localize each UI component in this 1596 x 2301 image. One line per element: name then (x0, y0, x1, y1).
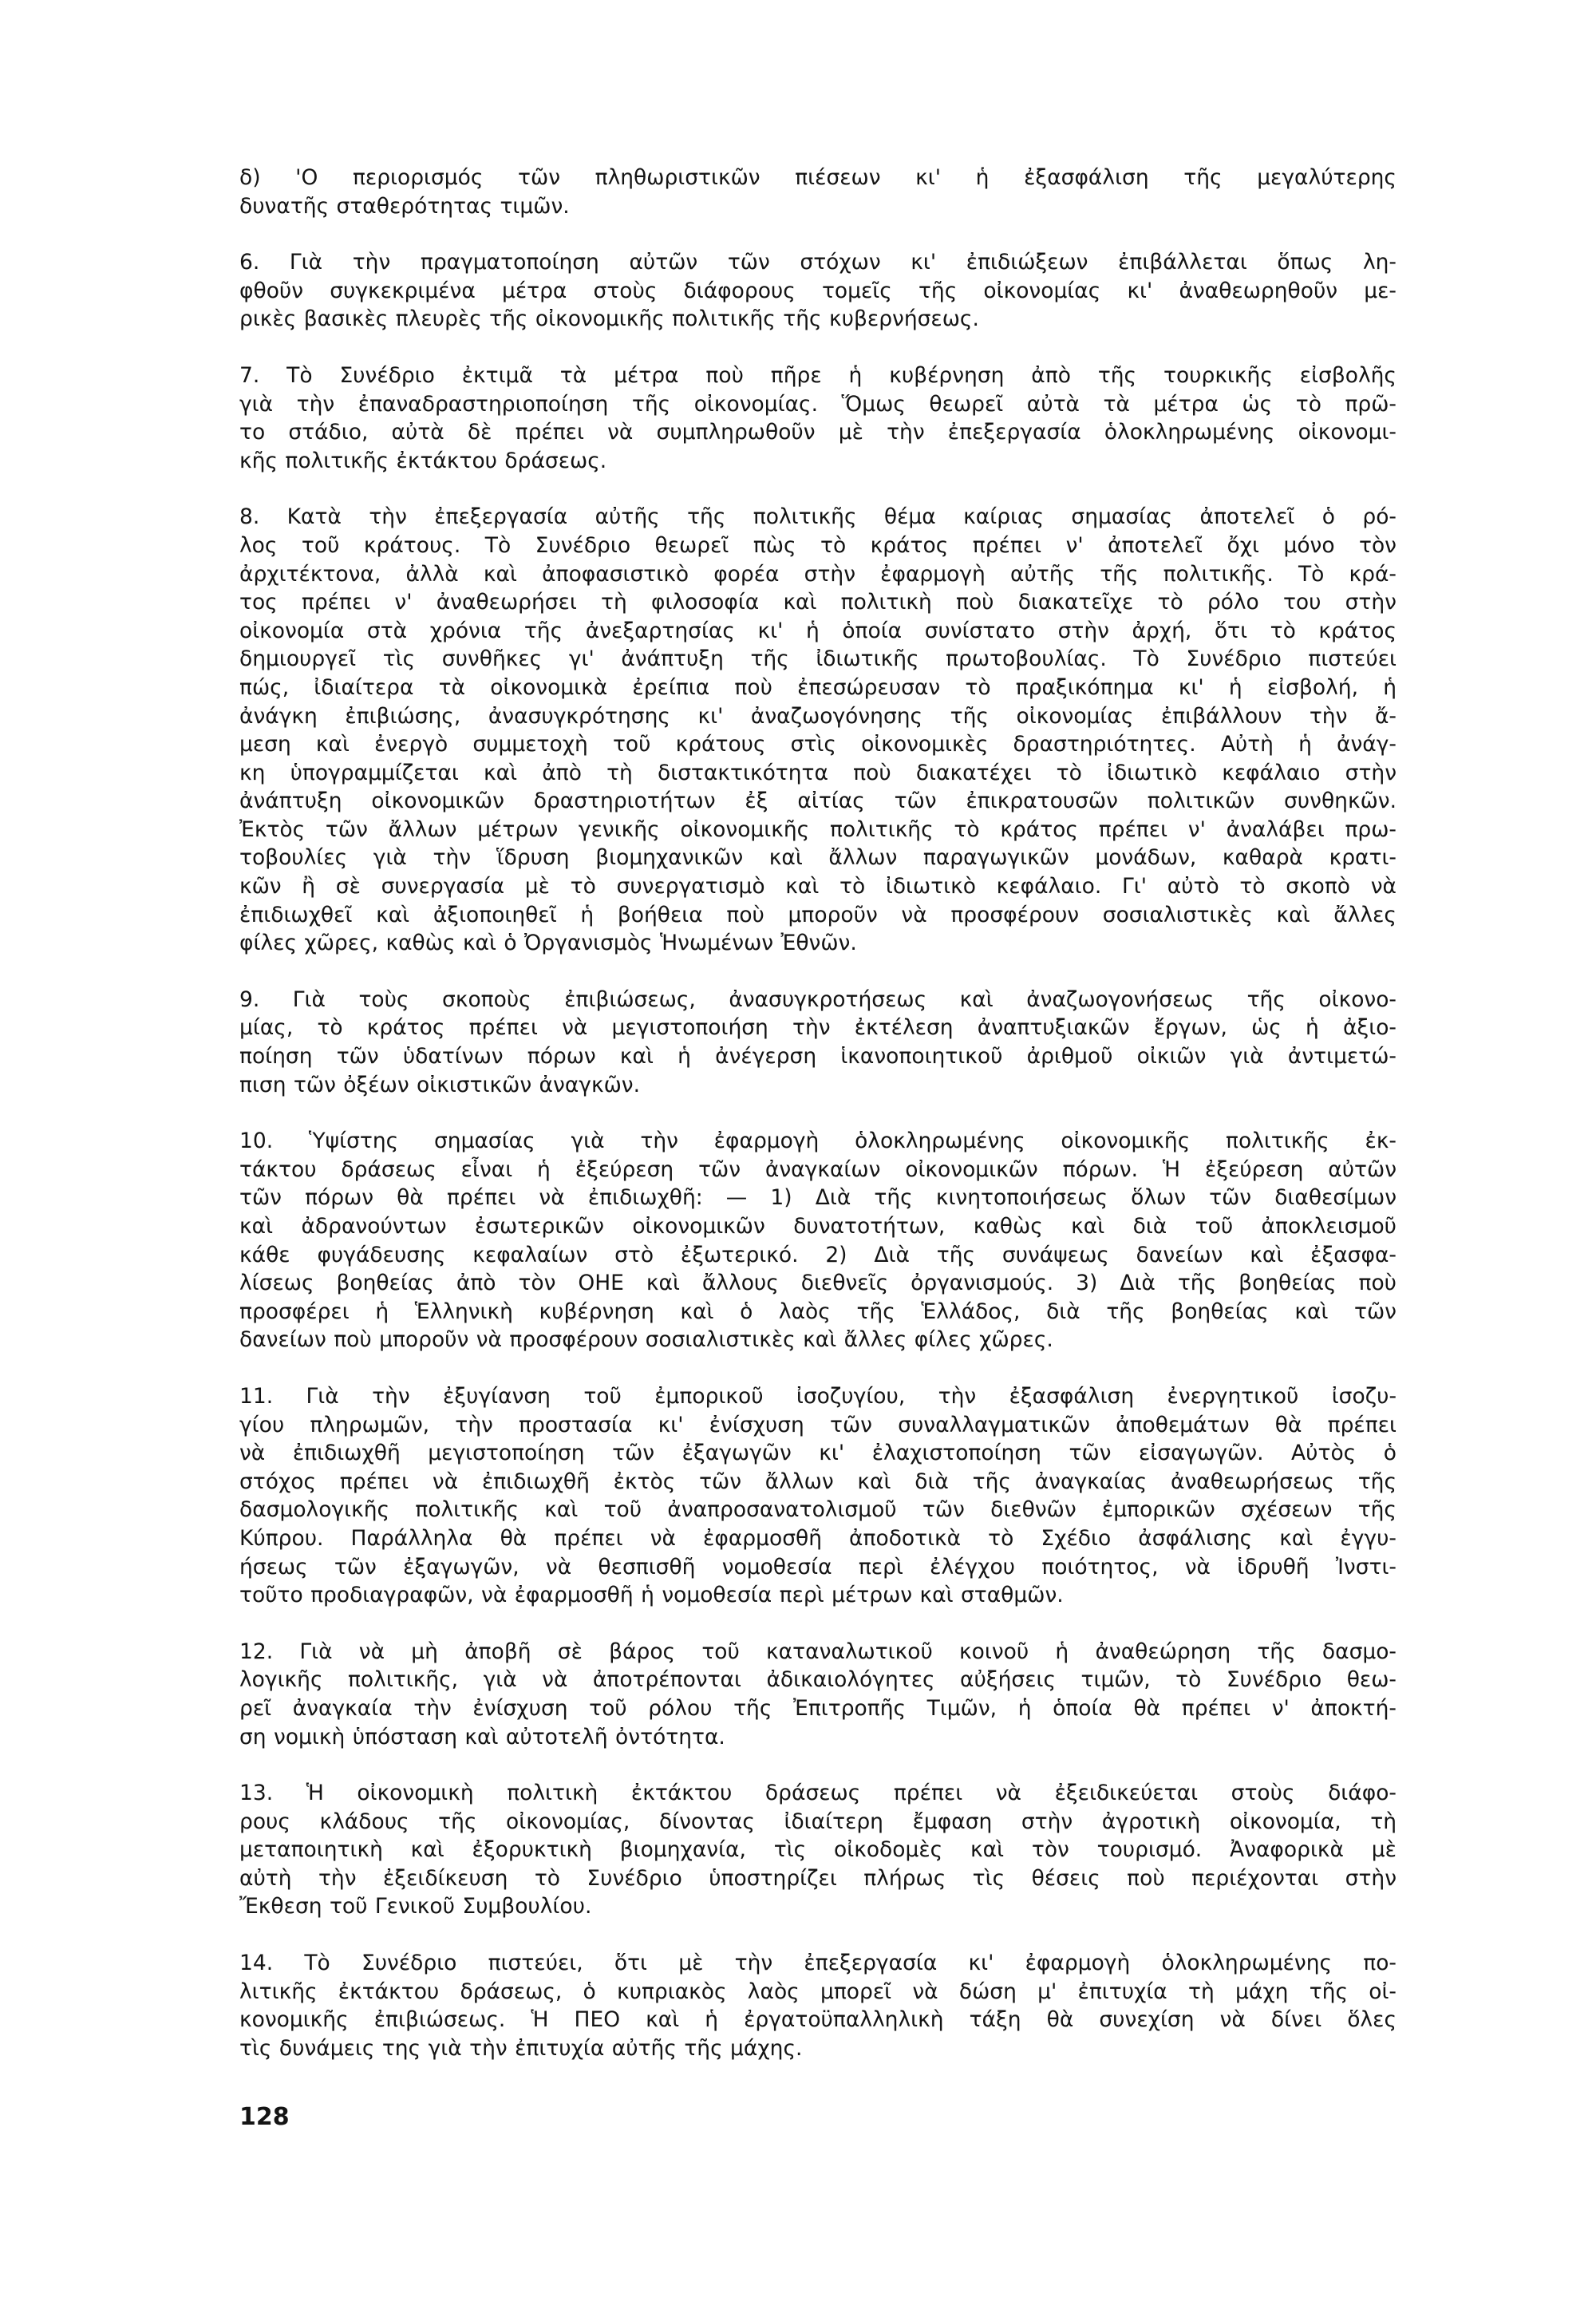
paragraph-9 (239, 986, 1396, 1099)
text-line: ἀνάπτυξη οἰκονομικῶν δραστηριοτήτων ἐξ αἰτίας τῶν ἐπικρατουσῶν πολιτικῶν συνθηκῶν. (239, 789, 1396, 814)
text-line: κάθε φυγάδευσης κεφαλαίων στὸ ἐξωτερικό. 2) Διὰ τῆς συνάψεως δανείων καὶ ἐξασφα- (239, 1242, 1396, 1267)
text-line: φθοῦν συγκεκριμένα μέτρα στοὺς διάφορους τομεῖς τῆς οἰκονομίας κι' ἀναθεωρηθοῦν με- (239, 278, 1396, 303)
text-line: τοβουλίες γιὰ τὴν ἵδρυση βιομηχανικῶν καὶ ἄλλων παραγωγικῶν μονάδων, καθαρὰ κρατι- (239, 845, 1396, 871)
text-line: λος τοῦ κράτους. Τὸ Συνέδριο θεωρεῖ πὼς τὸ κράτος πρέπει ν' ἀποτελεῖ ὄχι μόνο τὸν (239, 532, 1396, 558)
paragraph-10 (239, 1127, 1396, 1354)
text-line: τάκτου δράσεως εἶναι ἡ ἐξεύρεση τῶν ἀναγκαίων οἰκονομικῶν πόρων. Ἡ ἐξεύρεση αὐτῶν (239, 1156, 1396, 1182)
text-line: στόχος πρέπει νὰ ἐπιδιωχθῆ ἐκτὸς τῶν ἄλλων καὶ διὰ τῆς ἀναγκαίας ἀναθεωρήσεως τῆς (239, 1469, 1396, 1494)
text-line: τος πρέπει ν' ἀναθεωρήσει τὴ φιλοσοφία καὶ πολιτικὴ ποὺ διακατεῖχε τὸ ρόλο του στὴν (239, 590, 1396, 615)
text-line: 10. Ὑψίστης σημασίας γιὰ τὴν ἐφαρμογὴ ὁλοκληρωμένης οἰκονομικῆς πολιτικῆς ἐκ- (239, 1129, 1396, 1154)
text-line: ποίηση τῶν ὑδατίνων πόρων καὶ ἡ ἀνέγερση ἱκανοποιητικοῦ ἀριθμοῦ οἰκιῶν γιὰ ἀντιμετώ- (239, 1044, 1396, 1069)
text-line: πιση τῶν ὀξέων οἰκιστικῶν ἀναγκῶν. (239, 1072, 641, 1097)
text-line: δανείων ποὺ μποροῦν νὰ προσφέρουν σοσιαλιστικὲς καὶ ἄλλες φίλες χῶρες. (239, 1327, 1053, 1353)
text-line: 11. Γιὰ τὴν ἐξυγίανση τοῦ ἐμπορικοῦ ἰσοζυγίου, τὴν ἐξασφάλιση ἐνεργητικοῦ ἰσοζυ- (239, 1383, 1396, 1409)
text-line: 6. Γιὰ τὴν πραγματοποίηση αὐτῶν τῶν στόχων κι' ἐπιδιώξεων ἐπιβάλλεται ὅπως λη- (239, 250, 1396, 275)
text-line: μεση καὶ ἐνεργὸ συμμετοχὴ τοῦ κράτους στὶς οἰκονομικὲς δραστηριότητες. Αὐτὴ ἡ ἀνάγ- (239, 732, 1396, 757)
text-line: ἐπιδιωχθεῖ καὶ ἀξιοποιηθεῖ ἡ βοήθεια ποὺ μποροῦν νὰ προσφέρουν σοσιαλιστικὲς καὶ ἄλλες (239, 902, 1396, 927)
text-line: ἀνάγκη ἐπιβιώσης, ἀνασυγκρότησης κι' ἀναζωογόνησης τῆς οἰκονομίας ἐπιβάλλουν τὴν ἄ- (239, 703, 1396, 729)
text-line: Ἔκθεση τοῦ Γενικοῦ Συμβουλίου. (239, 1894, 592, 1919)
paragraph-5d (239, 164, 1396, 220)
text-line: ρεῖ ἀναγκαία τὴν ἐνίσχυση τοῦ ρόλου τῆς Ἐπιτροπῆς Τιμῶν, ἡ ὁποία θὰ πρέπει ν' ἀποκτή- (239, 1695, 1396, 1721)
text-line: νὰ ἐπιδιωχθῆ μεγιστοποίηση τῶν ἐξαγωγῶν κι' ἐλαχιστοποίηση τῶν εἰσαγωγῶν. Αὐτὸς ὁ (239, 1441, 1396, 1466)
text-line: καὶ ἀδρανούντων ἐσωτερικῶν οἰκονομικῶν δυνατοτήτων, καθὼς καὶ διὰ τοῦ ἀποκλεισμοῦ (239, 1214, 1396, 1239)
text-line: τὶς δυνάμεις της γιὰ τὴν ἐπιτυχία αὐτῆς τῆς μάχης. (239, 2035, 803, 2061)
text-line: κῆς πολιτικῆς ἐκτάκτου δράσεως. (239, 448, 607, 473)
text-line: δ) 'Ο περιορισμός τῶν πληθωριστικῶν πιέσεων κι' ἡ ἐξασφάλιση τῆς μεγαλύτερης (239, 165, 1396, 190)
text-line: λιτικῆς ἐκτάκτου δράσεως, ὁ κυπριακὸς λαὸς μπορεῖ νὰ δώση μ' ἐπιτυχία τὴ μάχη τῆς οἰ- (239, 1979, 1396, 2004)
text-line: ρους κλάδους τῆς οἰκονομίας, δίνοντας ἰδιαίτερη ἔμφαση στὴν ἀγροτικὴ οἰκονομία, τὴ (239, 1809, 1396, 1834)
text-line: κη ὑπογραμμίζεται καὶ ἀπὸ τὴ διστακτικότητα ποὺ διακατέχει τὸ ἰδιωτικὸ κεφάλαιο στὴν (239, 760, 1396, 785)
text-line: το στάδιο, αὐτὰ δὲ πρέπει νὰ συμπληρωθοῦν μὲ τὴν ἐπεξεργασία ὁλοκληρωμένης οἰκονομι- (239, 420, 1396, 445)
text-line: λογικῆς πολιτικῆς, γιὰ νὰ ἀποτρέπονται ἀδικαιολόγητες αὐξήσεις τιμῶν, τὸ Συνέδριο θεω- (239, 1667, 1396, 1693)
text-line: λίσεως βοηθείας ἀπὸ τὸν ΟΗΕ καὶ ἄλλους διεθνεῖς ὀργανισμούς. 3) Διὰ τῆς βοηθείας ποὺ (239, 1271, 1396, 1296)
text-line: ήσεως τῶν ἐξαγωγῶν, νὰ θεσπισθῆ νομοθεσία περὶ ἐλέγχου ποιότητος, νὰ ἱδρυθῆ Ἰνστι- (239, 1554, 1396, 1579)
document-page (239, 164, 1396, 2090)
text-line: 7. Τὸ Συνέδριο ἐκτιμᾶ τὰ μέτρα ποὺ πῆρε ἡ κυβέρνηση ἀπὸ τῆς τουρκικῆς εἰσβολῆς (239, 362, 1396, 388)
text-line: τῶν πόρων θὰ πρέπει νὰ ἐπιδιωχθῆ: — 1) Διὰ τῆς κινητοποιήσεως ὅλων τῶν διαθεσίμων (239, 1185, 1396, 1211)
paragraph-14 (239, 1949, 1396, 2062)
text-line: Ἐκτὸς τῶν ἄλλων μέτρων γενικῆς οἰκονομικῆς πολιτικῆς τὸ κράτος πρέπει ν' ἀναλάβει πρω- (239, 816, 1396, 842)
text-line: αὐτὴ τὴν ἐξειδίκευση τὸ Συνέδριο ὑποστηρίζει πλήρως τὶς θέσεις ποὺ περιέχονται στὴν (239, 1865, 1396, 1891)
text-line: 12. Γιὰ νὰ μὴ ἀποβῆ σὲ βάρος τοῦ καταναλωτικοῦ κοινοῦ ἡ ἀναθεώρηση τῆς δασμο- (239, 1639, 1396, 1664)
text-line: 9. Γιὰ τοὺς σκοποὺς ἐπιβιώσεως, ἀνασυγκροτήσεως καὶ ἀναζωογονήσεως τῆς οἰκονο- (239, 986, 1396, 1012)
text-line: μεταποιητικὴ καὶ ἐξορυκτικὴ βιομηχανία, τὶς οἰκοδομὲς καὶ τὸν τουρισμό. Ἀναφορικὰ μὲ (239, 1837, 1396, 1863)
text-line: 8. Κατὰ τὴν ἐπεξεργασία αὐτῆς τῆς πολιτικῆς θέμα καίριας σημασίας ἀποτελεῖ ὁ ρό- (239, 504, 1396, 530)
page-number: 128 (239, 2103, 290, 2131)
text-line: Κύπρου. Παράλληλα θὰ πρέπει νὰ ἐφαρμοσθῆ ἀποδοτικὰ τὸ Σχέδιο ἀσφάλισης καὶ ἐγγυ- (239, 1525, 1396, 1551)
paragraph-7 (239, 362, 1396, 475)
text-line: φίλες χῶρες, καθὼς καὶ ὁ Ὀργανισμὸς Ἡνωμένων Ἐθνῶν. (239, 931, 857, 956)
paragraph-13 (239, 1779, 1396, 1921)
paragraph-12 (239, 1638, 1396, 1751)
text-line: ἀρχιτέκτονα, ἀλλὰ καὶ ἀποφασιστικὸ φορέα στὴν ἐφαρμογὴ αὐτῆς τῆς πολιτικῆς. Τὸ κρά- (239, 561, 1396, 587)
text-line: μίας, τὸ κράτος πρέπει νὰ μεγιστοποιήση τὴν ἐκτέλεση ἀναπτυξιακῶν ἔργων, ὡς ἡ ἀξιο- (239, 1015, 1396, 1041)
text-line: ση νομικὴ ὑπόσταση καὶ αὐτοτελῆ ὀντότητα. (239, 1724, 725, 1749)
text-line: οἰκονομία στὰ χρόνια τῆς ἀνεξαρτησίας κι' ἡ ὁποία συνίστατο στὴν ἀρχή, ὅτι τὸ κράτος (239, 618, 1396, 643)
text-line: τοῦτο προδιαγραφῶν, νὰ ἐφαρμοσθῆ ἡ νομοθεσία περὶ μέτρων καὶ σταθμῶν. (239, 1583, 1064, 1608)
text-line: γιὰ τὴν ἐπαναδραστηριοποίηση τῆς οἰκονομίας. Ὅμως θεωρεῖ αὐτὰ τὰ μέτρα ὡς τὸ πρῶ- (239, 391, 1396, 417)
paragraph-6 (239, 248, 1396, 334)
text-line: δημιουργεῖ τὶς συνθῆκες γι' ἀνάπτυξη τῆς ἰδιωτικῆς πρωτοβουλίας. Τὸ Συνέδριο πιστεύει (239, 646, 1396, 672)
text-line: κονομικῆς ἐπιβιώσεως. Ἡ ΠΕΟ καὶ ἡ ἐργατοϋπαλληλικὴ τάξη θὰ συνεχίση νὰ δίνει ὅλες (239, 2007, 1396, 2033)
paragraph-11 (239, 1382, 1396, 1610)
text-line: πώς, ἰδιαίτερα τὰ οἰκονομικὰ ἐρείπια ποὺ ἐπεσώρευσαν τὸ πραξικόπημα κι' ἡ εἰσβολή, ἡ (239, 674, 1396, 700)
text-line: προσφέρει ἡ Ἑλληνικὴ κυβέρνηση καὶ ὁ λαὸς τῆς Ἑλλάδος, διὰ τῆς βοηθείας καὶ τῶν (239, 1299, 1396, 1324)
text-line: 13. Ἡ οἰκονομικὴ πολιτικὴ ἐκτάκτου δράσεως πρέπει νὰ ἐξειδικεύεται στοὺς διάφο- (239, 1781, 1396, 1806)
paragraph-8 (239, 503, 1396, 958)
text-line: γίου πληρωμῶν, τὴν προστασία κι' ἐνίσχυση τῶν συναλλαγματικῶν ἀποθεμάτων θὰ πρέπει (239, 1412, 1396, 1437)
text-line: 14. Τὸ Συνέδριο πιστεύει, ὅτι μὲ τὴν ἐπεξεργασία κι' ἐφαρμογὴ ὁλοκληρωμένης πο- (239, 1951, 1396, 1976)
text-line: δυνατῆς σταθερότητας τιμῶν. (239, 193, 570, 219)
text-line: δασμολογικῆς πολιτικῆς καὶ τοῦ ἀναπροσανατολισμοῦ τῶν διεθνῶν ἐμπορικῶν σχέσεων τῆς (239, 1497, 1396, 1523)
text-line: κῶν ἢ σὲ συνεργασία μὲ τὸ συνεργατισμὸ καὶ τὸ ἰδιωτικὸ κεφάλαιο. Γι' αὐτὸ τὸ σκοπὸ νὰ (239, 874, 1396, 899)
text-line: ρικὲς βασικὲς πλευρὲς τῆς οἰκονομικῆς πολιτικῆς τῆς κυβερνήσεως. (239, 306, 979, 332)
